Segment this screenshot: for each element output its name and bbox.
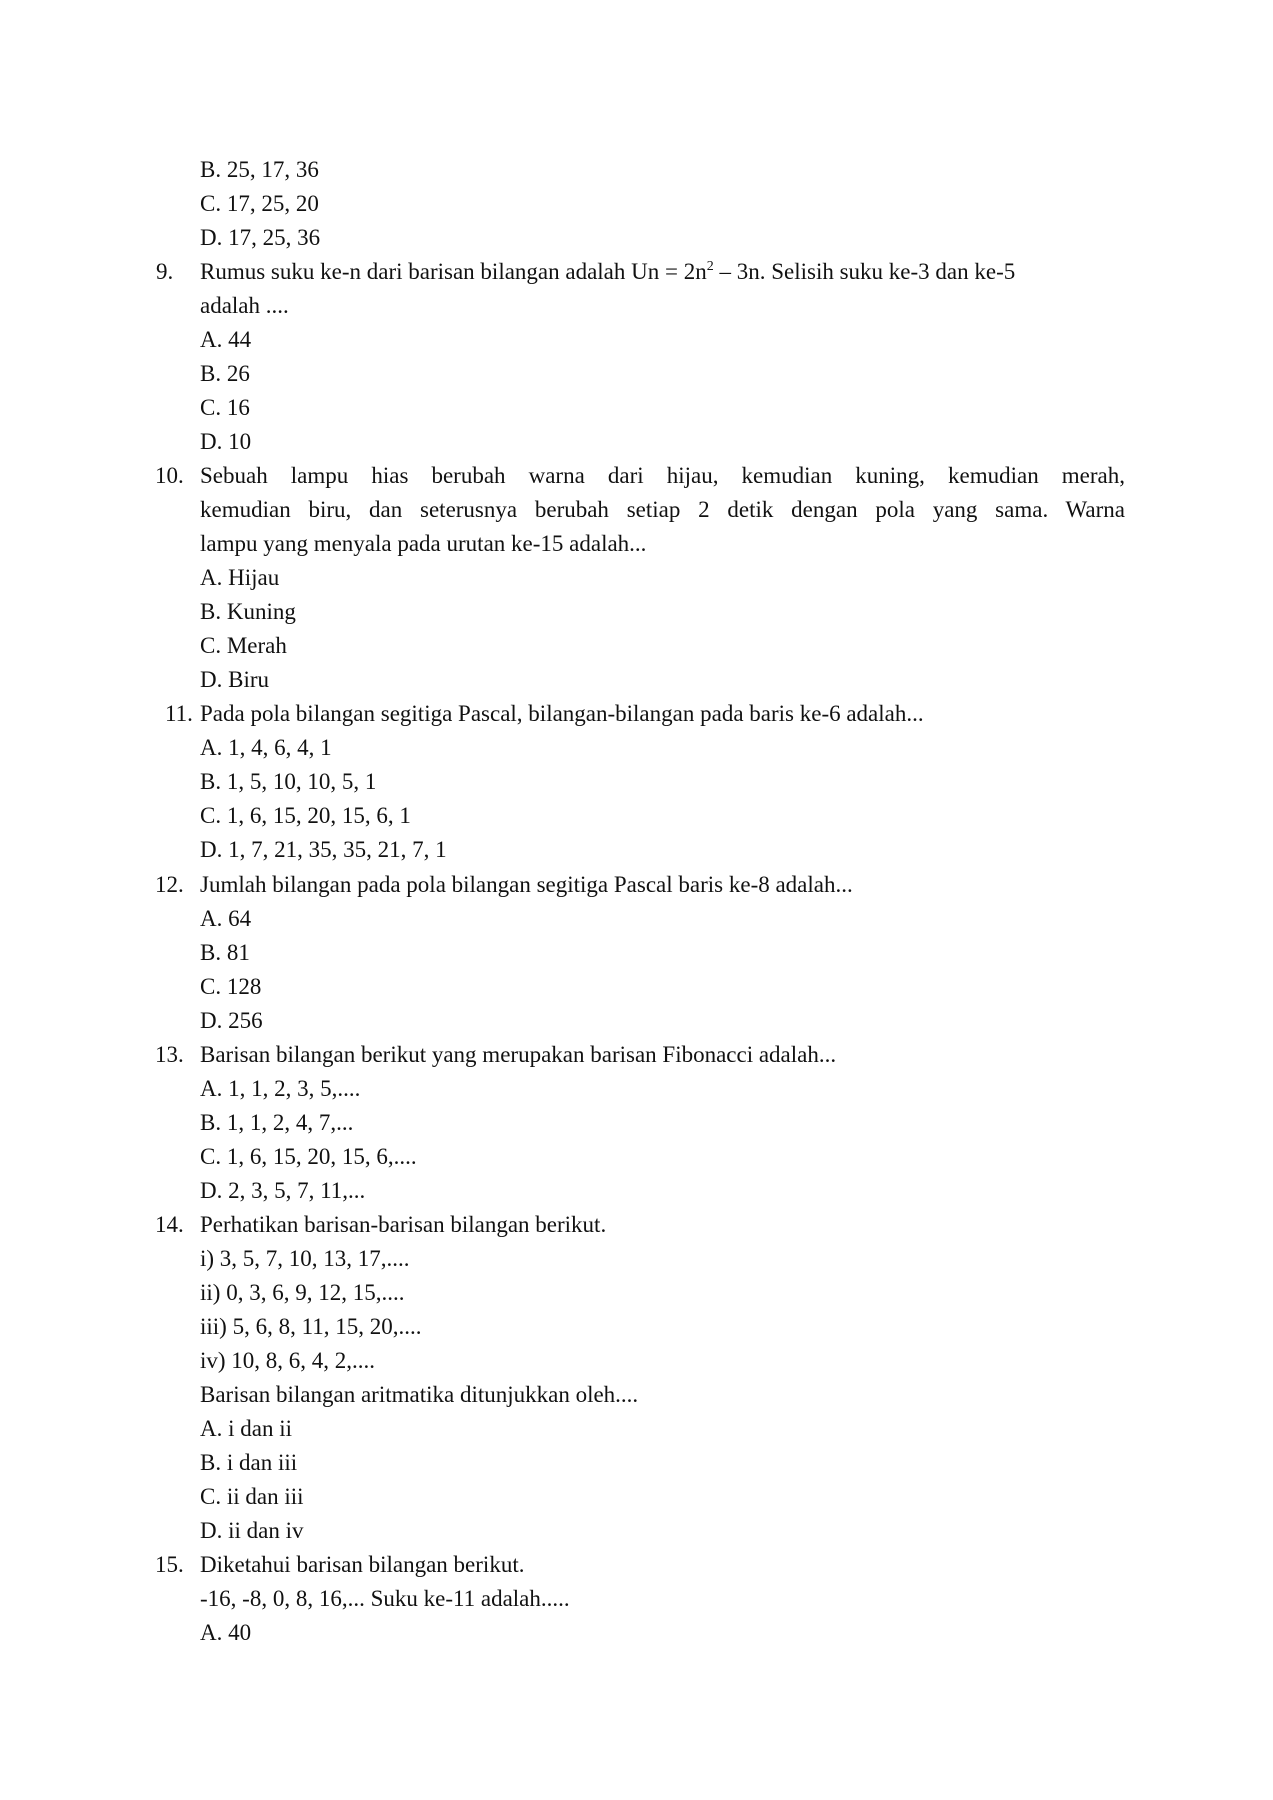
q8-option-b: B. 25, 17, 36: [200, 157, 319, 182]
q13-text: Barisan bilangan berikut yang merupakan barisan Fibonacci adalah...: [200, 1042, 837, 1067]
q10-text-line2: kemudian biru, dan seterusnya berubah setiap 2 detik dengan pola yang sama. Warna: [200, 497, 1125, 522]
q14-option-b: B. i dan iii: [200, 1450, 298, 1475]
q14-text: Perhatikan barisan-barisan bilangan berikut.: [200, 1212, 607, 1237]
q13-option-d: D. 2, 3, 5, 7, 11,...: [200, 1178, 366, 1203]
q9-option-c: C. 16: [200, 395, 250, 420]
q15-option-a: A. 40: [200, 1620, 252, 1645]
q13-option-a: A. 1, 1, 2, 3, 5,....: [200, 1076, 361, 1101]
q10-number: 10.: [155, 463, 184, 488]
q15-number: 15.: [155, 1552, 184, 1577]
q10-text-line3: lampu yang menyala pada urutan ke-15 adalah...: [200, 531, 647, 556]
q13-option-c: C. 1, 6, 15, 20, 15, 6,....: [200, 1144, 417, 1169]
q14-sequence-iv: iv) 10, 8, 6, 4, 2,....: [200, 1348, 376, 1373]
q10-option-b: B. Kuning: [200, 599, 296, 624]
q11-option-c: C. 1, 6, 15, 20, 15, 6, 1: [200, 803, 411, 828]
q11-number: 11.: [165, 701, 193, 726]
q11-option-d: D. 1, 7, 21, 35, 35, 21, 7, 1: [200, 837, 447, 862]
q11-option-a: A. 1, 4, 6, 4, 1: [200, 735, 332, 760]
q10-text-line1: Sebuah lampu hias berubah warna dari hijau, kemudian kuning, kemudian merah,: [200, 463, 1125, 488]
q14-number: 14.: [155, 1212, 184, 1237]
q9-text-part2: – 3n. Selisih suku ke-3 dan ke-5: [713, 259, 1016, 284]
q10-option-a: A. Hijau: [200, 565, 280, 590]
q12-option-b: B. 81: [200, 940, 250, 965]
q12-option-d: D. 256: [200, 1008, 263, 1033]
q10-option-c: C. Merah: [200, 633, 287, 658]
q9-option-a: A. 44: [200, 327, 252, 352]
q14-prompt: Barisan bilangan aritmatika ditunjukkan oleh....: [200, 1382, 639, 1407]
q9-number: 9.: [156, 259, 174, 284]
q12-text: Jumlah bilangan pada pola bilangan segitiga Pascal baris ke-8 adalah...: [200, 872, 853, 897]
q14-option-a: A. i dan ii: [200, 1416, 292, 1441]
q12-number: 12.: [155, 872, 184, 897]
q9-option-b: B. 26: [200, 361, 250, 386]
q15-text-line2: -16, -8, 0, 8, 16,... Suku ke-11 adalah.....: [200, 1586, 570, 1611]
q9-option-d: D. 10: [200, 429, 252, 454]
q12-option-a: A. 64: [200, 906, 252, 931]
q15-text: Diketahui barisan bilangan berikut.: [200, 1552, 525, 1577]
q9-text: [200, 257, 1015, 287]
q14-sequence-i: i) 3, 5, 7, 10, 13, 17,....: [200, 1246, 410, 1271]
q13-option-b: B. 1, 1, 2, 4, 7,...: [200, 1110, 354, 1135]
q13-number: 13.: [155, 1042, 184, 1067]
q12-option-c: C. 128: [200, 974, 262, 999]
q10-option-d: D. Biru: [200, 667, 269, 692]
q14-sequence-iii: iii) 5, 6, 8, 11, 15, 20,....: [200, 1314, 422, 1339]
q8-option-c: C. 17, 25, 20: [200, 191, 319, 216]
q14-option-c: C. ii dan iii: [200, 1484, 304, 1509]
q9-text-part1: Rumus suku ke-n dari barisan bilangan adalah Un = 2n: [200, 259, 707, 284]
q8-option-d: D. 17, 25, 36: [200, 225, 321, 250]
q11-text: Pada pola bilangan segitiga Pascal, bilangan-bilangan pada baris ke-6 adalah...: [200, 701, 924, 726]
q9-text-line2: adalah ....: [200, 293, 289, 318]
q14-option-d: D. ii dan iv: [200, 1518, 304, 1543]
q11-option-b: B. 1, 5, 10, 10, 5, 1: [200, 769, 377, 794]
q9-superscript: 2: [706, 259, 714, 274]
q14-sequence-ii: ii) 0, 3, 6, 9, 12, 15,....: [200, 1280, 405, 1305]
